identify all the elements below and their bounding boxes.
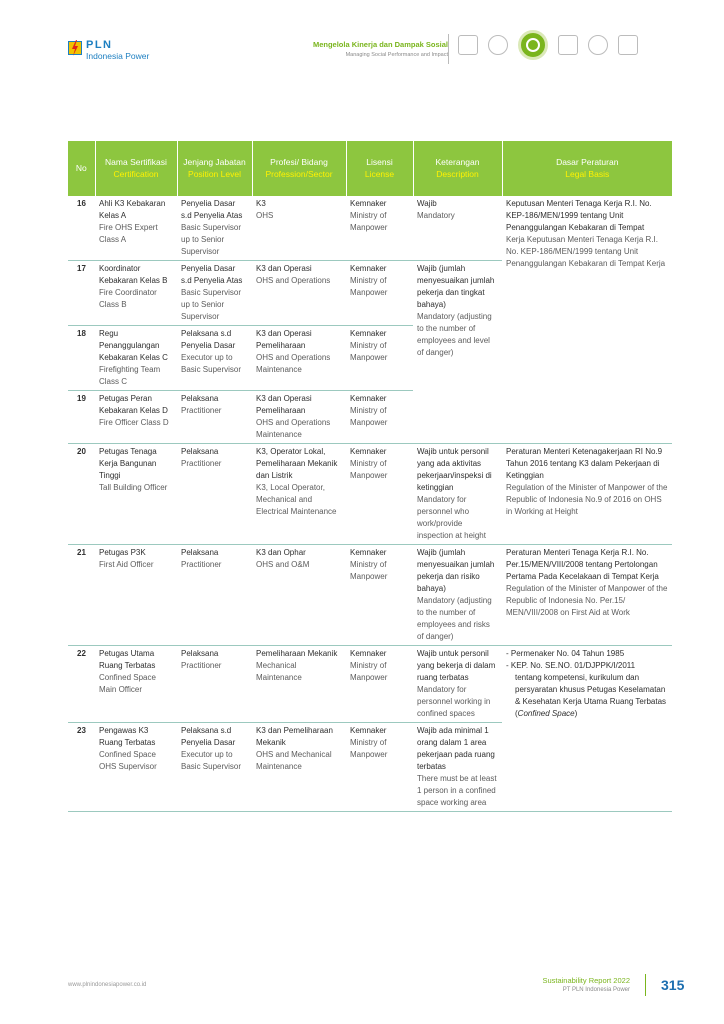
table-row bbox=[68, 444, 672, 545]
pln-logo-icon bbox=[68, 40, 82, 56]
header-license: Lisensi License bbox=[346, 141, 413, 196]
cell-description: Wajib untuk personil yang bekerja di dalam ruang terbatas Mandatory for personnel working in confined spaces bbox=[413, 646, 502, 723]
cell-profession: Pemeliharaan Mekanik Mechanical Maintenance bbox=[252, 646, 346, 723]
header-profession: Profesi/ Bidang Profession/Sector bbox=[252, 141, 346, 196]
cell-profession: K3 dan Ophar OHS and O&M bbox=[252, 545, 346, 646]
cell-description: Wajib untuk personil yang ada aktivitas pekerjaan/inspeksi di ketinggian Mandatory for personnel who work/provide inspection at height bbox=[413, 444, 502, 545]
row-number: 19 bbox=[68, 391, 95, 444]
table-header-row bbox=[68, 141, 672, 196]
row-number: 18 bbox=[68, 326, 95, 391]
footer-divider bbox=[645, 974, 646, 996]
footer-report-title: Sustainability Report 2022 bbox=[542, 976, 630, 985]
row-number: 16 bbox=[68, 196, 95, 261]
community-icon[interactable] bbox=[518, 30, 548, 60]
cell-description: Wajib ada minimal 1 orang dalam 1 area pekerjaan pada ruang terbatas There must be at least 1 person in a confined space working area bbox=[413, 723, 502, 812]
cell-license: Kemnaker Ministry of Manpower bbox=[346, 444, 413, 545]
hand-heart-icon[interactable] bbox=[558, 35, 578, 55]
header-description: Keterangan Description bbox=[413, 141, 502, 196]
footer-url[interactable]: www.plnindonesiapower.co.id bbox=[68, 982, 147, 988]
page-number: 315 bbox=[661, 977, 685, 993]
cell-description: Wajib (jumlah menyesuaikan jumlah pekerja dan tingkat bahaya) Mandatory (adjusting to the number of employees and level of danger) bbox=[413, 261, 502, 444]
table-row bbox=[68, 196, 672, 261]
cell-legal-basis bbox=[502, 646, 672, 812]
cell-profession: K3, Operator Lokal, Pemeliharaan Mekanik dan Listrik K3, Local Operator, Mechanical and Electrical Maintenance bbox=[252, 444, 346, 545]
cell-position-level: Penyelia Dasar s.d Penyelia Atas Basic Supervisor up to Senior Supervisor bbox=[177, 196, 252, 261]
cell-license: Kemnaker Ministry of Manpower bbox=[346, 545, 413, 646]
cell-license: Kemnaker Ministry of Manpower bbox=[346, 646, 413, 723]
header-no: No bbox=[68, 141, 95, 196]
row-number: 22 bbox=[68, 646, 95, 723]
row-number: 23 bbox=[68, 723, 95, 812]
cell-certification: Petugas Peran Kebakaran Kelas D Fire Officer Class D bbox=[95, 391, 177, 444]
cell-certification: Pengawas K3 Ruang Terbatas Confined Space OHS Supervisor bbox=[95, 723, 177, 812]
section-heading bbox=[313, 40, 448, 58]
gear-brain-icon[interactable] bbox=[488, 35, 508, 55]
cell-profession: K3 dan Operasi Pemeliharaan OHS and Operations Maintenance bbox=[252, 326, 346, 391]
cell-profession: K3 dan Pemeliharaan Mekanik OHS and Mechanical Maintenance bbox=[252, 723, 346, 812]
cell-profession: K3 OHS bbox=[252, 196, 346, 261]
cell-profession: K3 dan Operasi Pemeliharaan OHS and Operations Maintenance bbox=[252, 391, 346, 444]
cell-legal-basis: Peraturan Menteri Ketenagakerjaan RI No.9 Tahun 2016 tentang K3 dalam Pekerjaan di Ketinggian Regulation of the Minister of Manpower of the Republic of Indonesia No.9 of 2016 on OHS in Working at Height bbox=[502, 444, 672, 545]
cell-position-level: Pelaksana Practitioner bbox=[177, 444, 252, 545]
cell-profession: K3 dan Operasi OHS and Operations bbox=[252, 261, 346, 326]
section-nav-icons bbox=[458, 30, 638, 60]
header-position-level: Jenjang Jabatan Position Level bbox=[177, 141, 252, 196]
cell-position-level: Pelaksana s.d Penyelia Dasar Executor up to Basic Supervisor bbox=[177, 723, 252, 812]
document-icon[interactable] bbox=[458, 35, 478, 55]
legal-list-item: - Permenaker No. 04 Tahun 1985 bbox=[506, 649, 625, 658]
cell-certification: Petugas Utama Ruang Terbatas Confined Space Main Officer bbox=[95, 646, 177, 723]
certification-table bbox=[68, 141, 672, 812]
header-divider bbox=[448, 34, 449, 64]
row-number: 20 bbox=[68, 444, 95, 545]
legal-list-detail: tentang kompetensi, kurikulum dan persyaratan khusus Petugas Keselamatan & Kesehatan Kerja Utama Ruang Terbatas (Confined Space) bbox=[515, 673, 667, 718]
cell-description: Wajib Mandatory bbox=[413, 196, 502, 261]
row-number: 17 bbox=[68, 261, 95, 326]
cell-certification: Petugas P3K First Aid Officer bbox=[95, 545, 177, 646]
footer-company: PT PLN Indonesia Power bbox=[562, 987, 630, 993]
cell-license: Kemnaker Ministry of Manpower bbox=[346, 196, 413, 261]
pln-logo bbox=[68, 40, 149, 61]
cell-certification: Regu Penanggulangan Kebakaran Kelas C Firefighting Team Class C bbox=[95, 326, 177, 391]
people-icon[interactable] bbox=[588, 35, 608, 55]
plug-icon[interactable] bbox=[618, 35, 638, 55]
cell-legal-basis: Peraturan Menteri Tenaga Kerja R.I. No. Per.15/MEN/VIII/2008 tentang Pertolongan Pertama Pada Kecelakaan di Tempat Kerja Regulation of the Minister of Manpower of the Republic of Indonesia No. Per.15/ MEN/VIII/2008 on First Aid at Work bbox=[502, 545, 672, 646]
cell-description: Wajib (jumlah menyesuaikan jumlah pekerja dan risiko bahaya) Mandatory (adjusting to the number of employees and risks of danger) bbox=[413, 545, 502, 646]
section-subtitle: Managing Social Performance and Impact bbox=[345, 52, 448, 58]
table-row bbox=[68, 646, 672, 723]
cell-license: Kemnaker Ministry of Manpower bbox=[346, 391, 413, 444]
section-title: Mengelola Kinerja dan Dampak Sosial bbox=[312, 40, 448, 49]
cell-license: Kemnaker Ministry of Manpower bbox=[346, 261, 413, 326]
cell-certification: Ahli K3 Kebakaran Kelas A Fire OHS Expert Class A bbox=[95, 196, 177, 261]
cell-legal-basis: Keputusan Menteri Tenaga Kerja R.I. No. KEP-186/MEN/1999 tentang Unit Penanggulangan Kebakaran di Tempat Kerja Keputusan Menteri Tenaga Kerja R.I. No. KEP-186/MEN/1999 tentang Unit Penanggulangan Kebakaran di Tempat Kerja bbox=[502, 196, 672, 444]
cell-position-level: Pelaksana s.d Penyelia Dasar Executor up to Basic Supervisor bbox=[177, 326, 252, 391]
cell-position-level: Pelaksana Practitioner bbox=[177, 391, 252, 444]
cell-license: Kemnaker Ministry of Manpower bbox=[346, 723, 413, 812]
logo-subtitle: Indonesia Power bbox=[86, 51, 150, 61]
cell-position-level: Pelaksana Practitioner bbox=[177, 646, 252, 723]
header-certification: Nama Sertifikasi Certification bbox=[95, 141, 177, 196]
cell-certification: Koordinator Kebakaran Kelas B Fire Coordinator Class B bbox=[95, 261, 177, 326]
cell-certification: Petugas Tenaga Kerja Bangunan Tinggi Tall Building Officer bbox=[95, 444, 177, 545]
cell-license: Kemnaker Ministry of Manpower bbox=[346, 326, 413, 391]
legal-list-item: - KEP. No. SE.NO. 01/DJPPK/I/2011 bbox=[506, 661, 636, 670]
footer-report-info bbox=[542, 976, 630, 993]
row-number: 21 bbox=[68, 545, 95, 646]
header-legal-basis: Dasar Peraturan Legal Basis bbox=[502, 141, 672, 196]
logo-title: PLN bbox=[86, 39, 113, 51]
cell-position-level: Pelaksana Practitioner bbox=[177, 545, 252, 646]
cell-position-level: Penyelia Dasar s.d Penyelia Atas Basic Supervisor up to Senior Supervisor bbox=[177, 261, 252, 326]
table-row bbox=[68, 545, 672, 646]
